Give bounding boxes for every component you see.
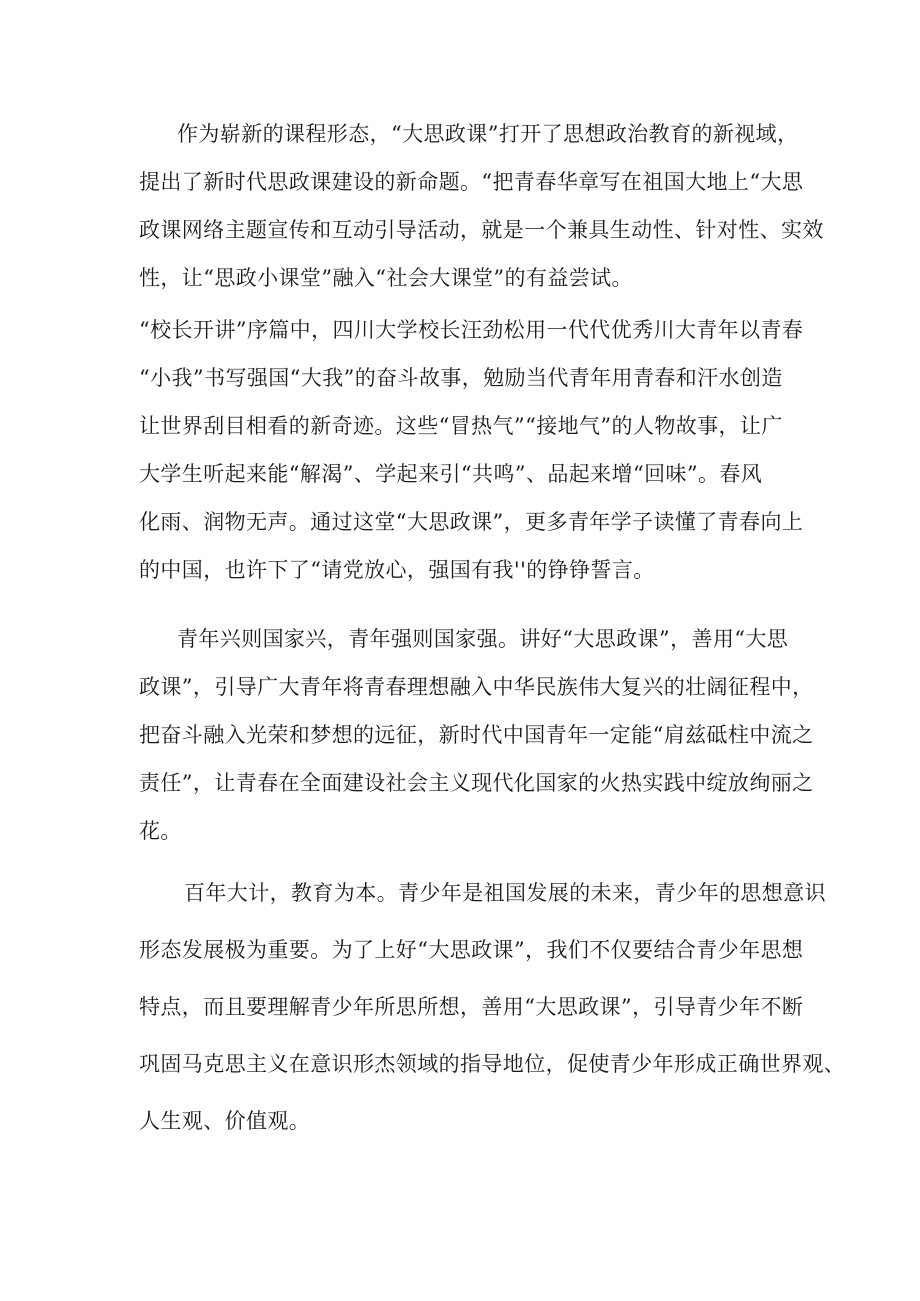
paragraph-3-line-3: 把奋斗融入光荣和梦想的远征，新时代中国青年一定能“肩兹砥柱中流之 <box>139 723 814 747</box>
paragraph-4-line-3: 特点，而且要理解青少年所思所想，善用“大思政课”，引导青少年不断 <box>139 995 804 1019</box>
paragraph-3-line-4: 责任”，让青春在全面建设社会主义现代化国家的火热实践中绽放绚丽之 <box>139 771 814 795</box>
paragraph-3-line-2: 政课”，引导广大青年将青春理想融入中华民族伟大复兴的壮阔征程中， <box>139 675 814 699</box>
paragraph-3-line-1: 青年兴则国家兴，青年强则国家强。讲好“大思政课”，善用“大思 <box>177 627 789 651</box>
paragraph-1-line-3: 政课网络主题宣传和互动引导活动，就是一个兼具生动性、针对性、实效 <box>139 218 824 242</box>
paragraph-4-line-1: 百年大计，教育为本。青少年是祖国发展的未来，青少年的思想意识 <box>184 881 826 905</box>
paragraph-1-line-4: 性，让“思政小课堂”融入“社会大课堂”的有益尝试。 <box>139 266 633 290</box>
paragraph-2-line-4: 大学生听起来能“解渴”、学起来引“共鸣”、品起来增“回味”。春风 <box>139 462 763 486</box>
paragraph-1-line-1: 作为崭新的课程形态，“大思政课”打开了思想政治教育的新视域， <box>177 122 799 146</box>
paragraph-4-line-4: 巩固马克思主义在意识形杰领域的指导地位，促使青少年形成正确世界观、 <box>139 1052 846 1076</box>
paragraph-2-line-5: 化雨、润物无声。通过这堂“大思政课”，更多青年学子读懂了青春向上 <box>139 510 804 534</box>
paragraph-2-line-2: “小我”书写强国“大我”的奋斗故事，勉励当代青年用青春和汗水创造 <box>139 366 783 390</box>
paragraph-2-line-3: 让世界刮目相看的新奇迹。这些“冒热气”“接地气”的人物故事，让广 <box>139 414 783 438</box>
paragraph-4-line-5: 人生观、价值观。 <box>139 1109 311 1133</box>
paragraph-2-line-1: “校长开讲”序篇中，四川大学校长汪劲松用一代代优秀川大青年以青春 <box>139 318 804 342</box>
paragraph-4-line-2: 形态发展极为重要。为了上好“大思政课”，我们不仅要结合青少年思想 <box>139 938 804 962</box>
paragraph-3-line-5: 花。 <box>139 819 182 843</box>
paragraph-1-line-2: 提出了新时代思政课建设的新命题。“把青春华章写在祖国大地上“大思 <box>139 170 804 194</box>
paragraph-2-line-6: 的中国，也许下了“请党放心，强国有我''的铮铮誓言。 <box>139 558 655 582</box>
